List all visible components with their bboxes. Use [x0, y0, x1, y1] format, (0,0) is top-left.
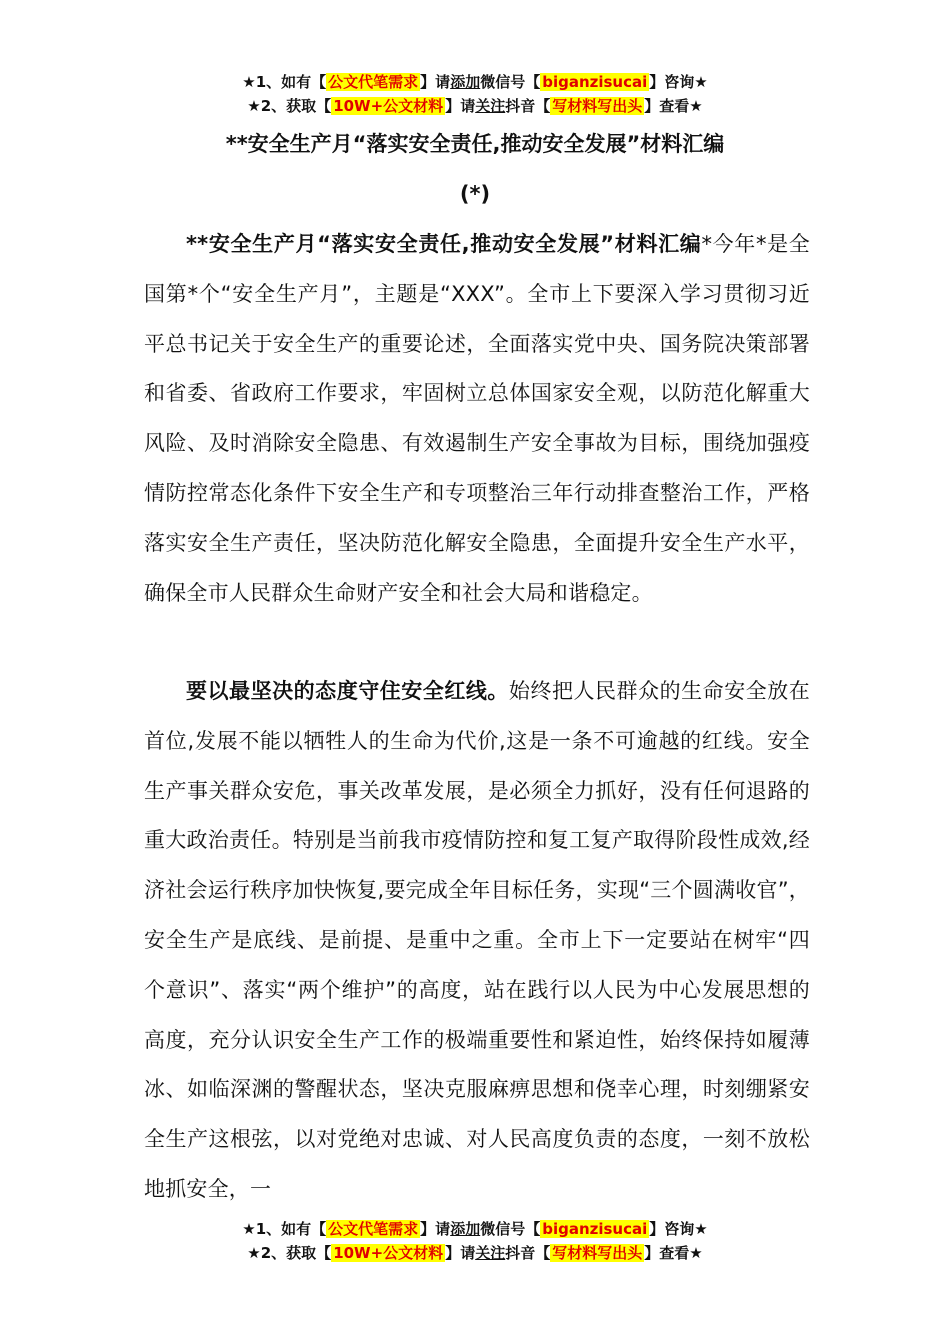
- highlight-wechat-id: biganzisucai: [542, 73, 648, 91]
- paragraph-intro: [144, 220, 810, 618]
- star-icon: ★: [247, 1244, 261, 1262]
- banner-line-2: ★2、获取【 10W+公文材料 】请关注抖音【 写材料写出头 】查看★: [247, 97, 703, 115]
- footer-banner: [0, 1217, 950, 1265]
- highlight-service: 公文代笔需求: [328, 73, 419, 91]
- highlight-douyin: 写材料写出头: [552, 1244, 643, 1262]
- highlight-service: 公文代笔需求: [328, 1220, 419, 1238]
- document-title: **安全生产月“落实安全责任,推动安全发展”材料汇编: [225, 132, 725, 156]
- paragraph-body: *今年*是全国第*个“安全生产月”，主题是“XXX”。全市上下要深入学习贯彻习近平总书记关于安全生产的重要论述，全面落实党中央、国务院决策部署和省委、省政府工作要求，牢固树立总体国家安全观，以防范化解重大风险、及时消除安全隐患、有效遏制生产安全事故为目标，围绕加强疫情防控常态化条件下安全生产和专项整治三年行动排查整治工作，严格落实安全生产责任，坚决防范化解安全隐患，全面提升安全生产水平，确保全市人民群众生命财产安全和社会大局和谐稳定。: [144, 232, 810, 605]
- highlight-wechat-id: biganzisucai: [542, 1220, 648, 1238]
- highlight-douyin: 写材料写出头: [552, 97, 643, 115]
- paragraph-red-line: [144, 667, 810, 1215]
- paragraph-lead: **安全生产月“落实安全责任,推动安全发展”材料汇编: [186, 232, 702, 256]
- paragraph-body: 始终把人民群众的生命安全放在首位,发展不能以牺牲人的生命为代价,这是一条不可逾越的红线。安全生产事关群众安危，事关改革发展，是必须全力抓好，没有任何退路的重大政治责任。特别是当前我市疫情防控和复工复产取得阶段性成效,经济社会运行秩序加快恢复,要完成全年目标任务，实现“三个圆满收官”，安全生产是底线、是前提、是重中之重。全市上下一定要站在树牢“四个意识”、落实“两个维护”的高度，站在践行以人民为中心发展思想的高度，充分认识安全生产工作的极端重要性和紧迫性，始终保持如履薄冰、如临深渊的警醒状态，坚决克服麻痹思想和侥幸心理，时刻绷紧安全生产这根弦，以对党绝对忠诚、对人民高度负责的态度，一刻不放松地抓安全，一: [144, 679, 810, 1201]
- banner-line-2: ★2、获取【 10W+公文材料 】请关注抖音【 写材料写出头 】查看★: [247, 1244, 703, 1262]
- star-icon: ★: [247, 97, 261, 115]
- highlight-materials: 10W+公文材料: [333, 1244, 444, 1262]
- banner-line-1: ★1、如有【 公文代笔需求 】请添加微信号【 biganzisucai 】咨询★: [242, 1220, 708, 1238]
- paragraph-lead: 要以最坚决的态度守住安全红线。: [186, 679, 509, 703]
- banner-line-1: ★1、如有【 公文代笔需求 】请添加微信号【 biganzisucai 】咨询★: [242, 73, 708, 91]
- star-icon: ★: [242, 1220, 256, 1238]
- document-subtitle: (*): [459, 182, 491, 206]
- header-banner: [0, 70, 950, 118]
- star-icon: ★: [242, 73, 256, 91]
- highlight-materials: 10W+公文材料: [333, 97, 444, 115]
